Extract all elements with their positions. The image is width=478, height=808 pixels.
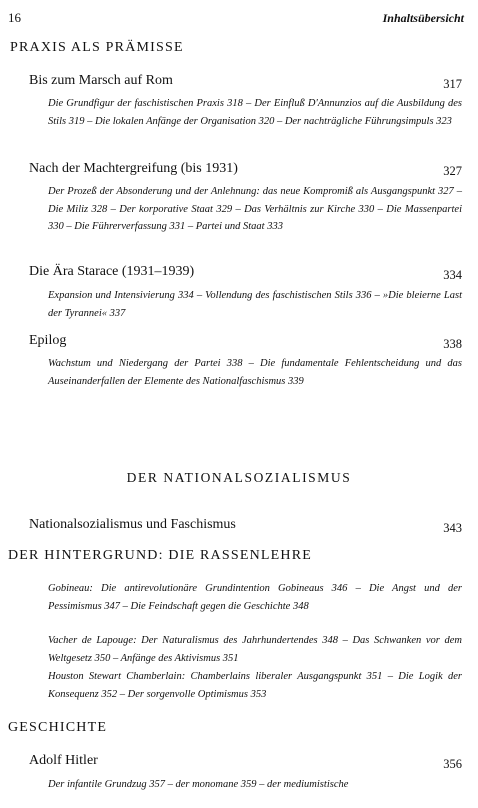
section-heading-geschichte: GESCHICHTE <box>8 720 108 735</box>
toc-entry-title: Bis zum Marsch auf Rom <box>29 73 173 88</box>
page-number: 16 <box>8 10 21 25</box>
toc-entry-subtopics: Die Grundfigur der faschistischen Praxis 318 – Der Einfluß D'Annunzios auf die Ausbildung des Stils 319 – Die lokalen Anfänge der Organisation 320 – Der nachträgliche Führungsimpuls 323 <box>48 98 462 127</box>
toc-entry-page: 343 <box>443 521 462 535</box>
section-heading-praxis: PRAXIS ALS PRÄMISSE <box>10 40 184 55</box>
toc-entry-page: 356 <box>443 757 462 771</box>
toc-subtopic-group: Gobineau: Die antirevolutionäre Grundintention Gobineaus 346 – Die Angst und der Pessimismus 347 – Die Feindschaft gegen die Geschichte 348 <box>48 583 462 612</box>
toc-entry-title: Adolf Hitler <box>29 753 98 768</box>
toc-entry-page: 327 <box>443 164 462 178</box>
toc-entry-subtopics: Der Prozeß der Absonderung und der Anlehnung: das neue Kompromiß als Ausgangspunkt 327 – Die Miliz 328 – Der korporative Staat 329 – Das Verhältnis zur Kirche 330 – Die Massenpartei 330 – Die Führerverfassung 331 – Partei und Staat 333 <box>48 186 462 232</box>
section-heading-rassenlehre: DER HINTERGRUND: DIE RASSENLEHRE <box>8 548 313 563</box>
toc-entry-title: Nach der Machtergreifung (bis 1931) <box>29 161 238 176</box>
toc-entry-subtopics: Expansion und Intensivierung 334 – Vollendung des faschistischen Stils 336 – »Die bleierne Last der Tyrannei« 337 <box>48 290 462 319</box>
toc-entry-page: 334 <box>443 268 462 282</box>
toc-entry-title: Die Ära Starace (1931–1939) <box>29 264 195 279</box>
running-title: Inhaltsübersicht <box>382 11 464 25</box>
toc-entry-title: Nationalsozialismus und Faschismus <box>29 517 236 532</box>
toc-entry-page: 338 <box>443 337 462 351</box>
toc-entry-title: Epilog <box>29 333 67 348</box>
part-heading: DER NATIONALSOZIALISMUS <box>126 470 352 485</box>
toc-entry-subtopics: Wachstum und Niedergang der Partei 338 – Die fundamentale Fehlentscheidung und das Auseinanderfallen der Elemente des Nationalfaschismus 339 <box>48 358 462 387</box>
toc-entry-page: 317 <box>443 77 462 91</box>
toc-subtopic-group: Vacher de Lapouge: Der Naturalismus des Jahrhundertendes 348 – Das Schwanken vor dem Weltgesetz 350 – Anfänge des Aktivismus 351 <box>48 635 462 664</box>
toc-subtopic-group: Houston Stewart Chamberlain: Chamberlains liberaler Ausgangspunkt 351 – Die Logik der Konsequenz 352 – Der sorgenvolle Optimismus 353 <box>48 671 462 700</box>
toc-entry-subtopics: Der infantile Grundzug 357 – der monomane 359 – der mediumistische <box>48 779 349 790</box>
